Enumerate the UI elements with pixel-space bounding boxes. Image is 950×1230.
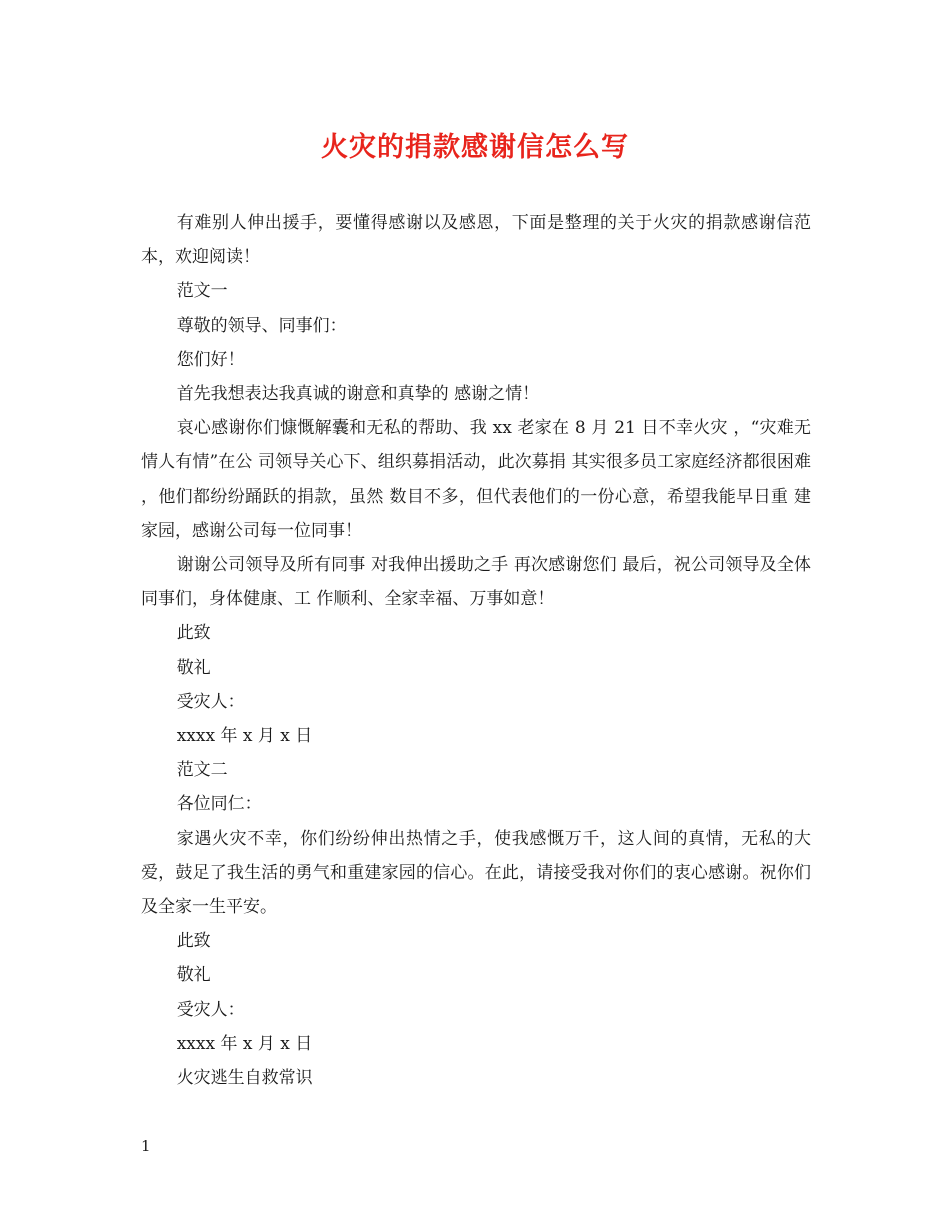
document-body bbox=[141, 206, 811, 1095]
salutation: 尊敬的领导、同事们： bbox=[176, 315, 347, 336]
section-heading-safety: 火灾逃生自救常识 bbox=[176, 1068, 313, 1089]
closing-line: 此致 bbox=[176, 931, 211, 952]
greeting: 您们好！ bbox=[176, 349, 245, 370]
paragraph: 首先我想表达我真诚的谢意和真挚的 感谢之情！ bbox=[176, 384, 540, 405]
paragraph: 谢谢公司领导及所有同事 对我伸出援助之手 再次感谢您们 最后，祝公司领导及全体同事们，身体健康、工 作顺利、全家幸福、万事如意！ bbox=[141, 555, 811, 610]
salutation: 各位同仁： bbox=[176, 794, 262, 815]
date-line: xxxx 年 x 月 x 日 bbox=[176, 726, 313, 747]
section-heading-sample-1: 范文一 bbox=[176, 281, 228, 302]
closing-line: 此致 bbox=[176, 623, 211, 644]
paragraph-intro: 有难别人伸出援手，要懂得感谢以及感恩，下面是整理的关于火灾的捐款感谢信范本，欢迎阅读！ bbox=[141, 213, 811, 268]
signature-line: 受灾人： bbox=[176, 691, 245, 712]
signature-line: 受灾人： bbox=[176, 999, 245, 1020]
paragraph: 哀心感谢你们慷慨解囊和无私的帮助、我 xx 老家在 8 月 21 日不幸火灾 ，“灾难无情人有情”在公 司领导关心下、组织募捐活动，此次募捐 其实很多员工家庭经济都很困难 ，他们都纷纷踊跃的捐款，虽然 数目不多，但代表他们的一份心意，希望我能早日重 建家园，感谢公司每一位同事！ bbox=[141, 418, 811, 541]
paragraph: 家遇火灾不幸，你们纷纷伸出热情之手，使我感慨万千，这人间的真情，无私的大爱，鼓足了我生活的勇气和重建家园的信心。在此，请接受我对你们的衷心感谢。祝你们及全家一生平安。 bbox=[141, 828, 811, 918]
section-heading-sample-2: 范文二 bbox=[176, 760, 228, 781]
page-number: 1 bbox=[141, 1137, 151, 1155]
closing-line: 敬礼 bbox=[176, 965, 211, 986]
document-title: 火灾的捐款感谢信怎么写 bbox=[321, 132, 629, 163]
date-line: xxxx 年 x 月 x 日 bbox=[176, 1033, 313, 1054]
closing-line: 敬礼 bbox=[176, 657, 211, 678]
